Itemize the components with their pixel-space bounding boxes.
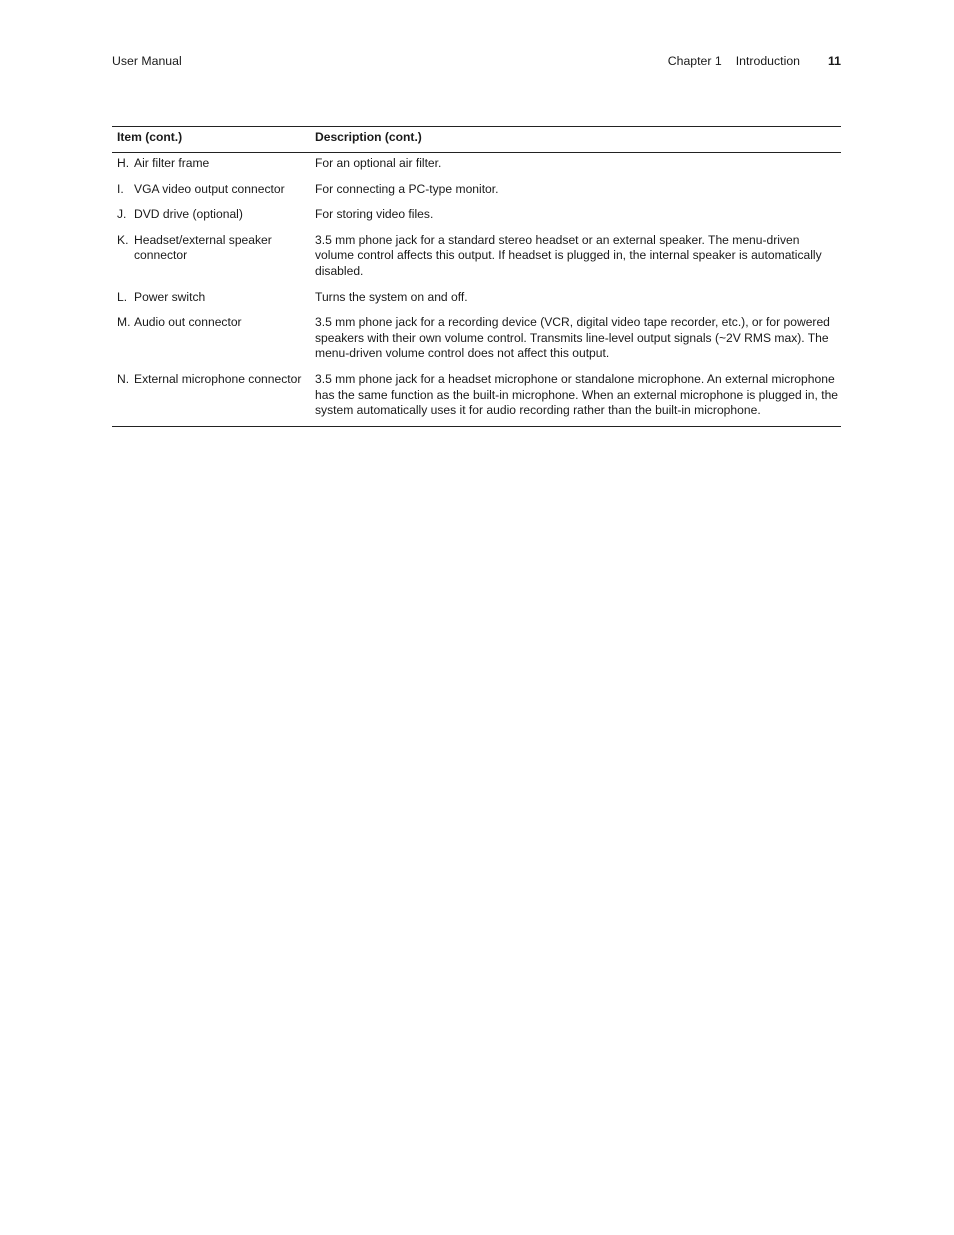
description-column-header: Description (cont.) [315,127,841,153]
description-cell: Turns the system on and off. [315,289,468,304]
item-name: VGA video output connector [134,181,285,196]
item-name: Air filter frame [134,156,210,170]
table-body [112,153,841,427]
item-cell [112,312,315,369]
manual-title: User Manual [112,54,182,68]
item-name: Headset/external speaker connector [134,232,272,263]
item-cell [112,179,315,205]
chapter-label: Chapter 1 [667,54,722,68]
item-letter: K. [117,232,129,247]
table-header [112,127,841,153]
item-cell [112,153,315,179]
table-row [112,153,841,179]
item-name: DVD drive (optional) [134,207,243,222]
table-row [112,179,841,205]
page-number: 11 [828,54,841,68]
item-letter: L. [117,289,128,304]
item-letter: J. [117,207,127,222]
table-header-row [112,127,841,153]
table-row [112,369,841,426]
item-letter: M. [117,315,131,330]
table-row [112,204,841,230]
item-column-header: Item (cont.) [112,127,315,153]
table-row [112,230,841,287]
item-name: External microphone connector [134,371,302,386]
section-title: Introduction [735,54,800,68]
description-cell: 3.5 mm phone jack for a standard stereo headset or an external speaker. The menu-driven volume control affects this output. If headset is plugged in, the internal speaker is automatically disabled. [315,232,822,278]
table-row [112,287,841,313]
item-cell [112,230,315,287]
item-name: Power switch [134,289,206,304]
item-name: Audio out connector [134,315,242,330]
description-cell: For an optional air filter. [315,156,442,170]
item-letter: N. [117,371,130,386]
item-cell [112,204,315,230]
page-header [112,53,841,69]
item-letter: H. [117,156,130,170]
description-cell: 3.5 mm phone jack for a headset microphone or standalone microphone. An external microphone has the same function as the built-in microphone. When an external microphone is plugged in, the system automatically uses it for audio recording rather than the built-in microphone. [315,369,841,426]
description-cell: For storing video files. [315,207,434,222]
item-description-table [112,126,841,427]
item-cell [112,287,315,313]
description-cell: For connecting a PC-type monitor. [315,181,499,196]
description-cell: 3.5 mm phone jack for a recording device (VCR, digital video tape recorder, etc.), or for powered speakers with their own volume control. Transmits line-level output signals (~2V RMS max). The menu-driven volume control does not affect this output. [315,315,830,361]
item-cell [112,369,315,426]
item-letter: I. [117,181,124,196]
chapter-info [668,53,841,69]
table-row [112,312,841,369]
